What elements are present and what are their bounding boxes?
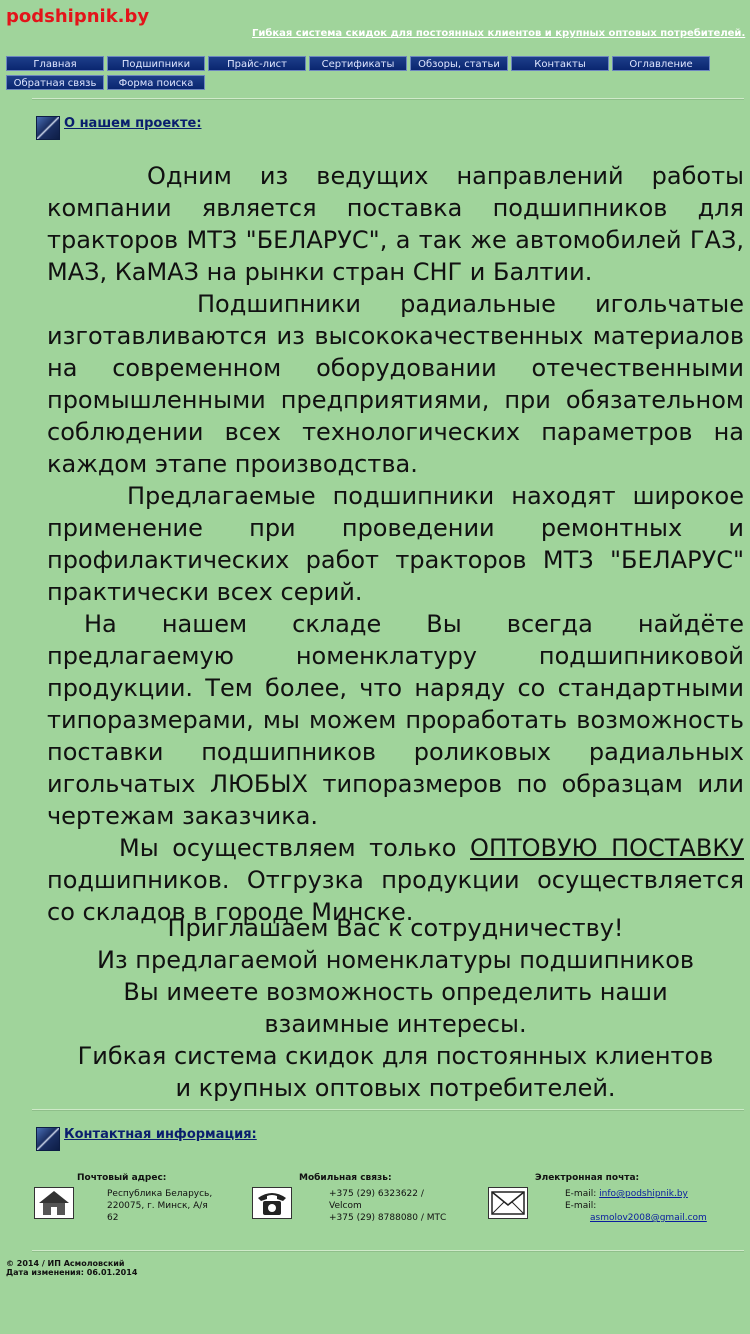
nav-home[interactable]: Главная: [6, 56, 104, 71]
site-logo[interactable]: podshipnik.by: [6, 6, 150, 27]
nav-contents[interactable]: Оглавление: [612, 56, 710, 71]
email-label: Электронная почта:: [535, 1173, 640, 1183]
postal-address: Республика Беларусь, 220075, г. Минск, А/я 62: [107, 1189, 213, 1223]
mobile-label: Мобильная связь:: [299, 1173, 392, 1183]
email-prefix: E-mail:: [565, 1201, 597, 1211]
paragraph: Одним из ведущих направлений работы компании является поставка подшипников для тракторов МТЗ "БЕЛАРУС", а так же автомобилей ГАЗ, МАЗ, КаМАЗ на рынки стран СНГ и Балтии.: [47, 162, 744, 286]
invite-line: Гибкая система скидок для постоянных клиентов и крупных оптовых потребителей.: [77, 1042, 714, 1102]
nav-contacts[interactable]: Контакты: [511, 56, 609, 71]
about-article: [47, 160, 744, 928]
wholesale-link[interactable]: ОПТОВУЮ ПОСТАВКУ: [470, 834, 744, 862]
about-title[interactable]: О нашем проекте:: [64, 116, 202, 131]
mobile-velcom: +375 (29) 6323622 / Velcom: [329, 1189, 424, 1211]
divider: [32, 1109, 744, 1111]
paragraph-text: Мы осуществляем только: [119, 834, 457, 862]
paragraph: Предлагаемые подшипники находят широкое применение при проведении ремонтных и профилактических работ тракторов МТЗ "БЕЛАРУС" практически всех серий.: [47, 482, 744, 606]
nav-feedback[interactable]: Обратная связь: [6, 75, 104, 90]
email-line-1: [565, 1188, 688, 1200]
paragraph: На нашем складе Вы всегда найдёте предлагаемую номенклатуру подшипниковой продукции. Тем более, что наряду со стандартными типоразмерами, мы можем проработать возможность поставки подшипников роликовых радиальных игольчатых ЛЮБЫХ типоразмеров по образцам или чертежам заказчика.: [47, 610, 744, 830]
invitation: [47, 912, 744, 1104]
invite-line: Из предлагаемой номенклатуры подшипников Вы имеете возможность определить наши взаимные интересы.: [96, 946, 695, 1038]
modified-date: Дата изменения: 06.01.2014: [6, 1268, 138, 1277]
paragraph-text: подшипников. Отгрузка продукции осуществляется со складов в городе Минске.: [47, 866, 744, 926]
mobile-mts: +375 (29) 8788080 / МТС: [329, 1213, 447, 1223]
email-prefix: E-mail:: [565, 1189, 597, 1199]
divider: [32, 98, 744, 100]
nav-search-form[interactable]: Форма поиска: [107, 75, 205, 90]
house-icon: [34, 1187, 74, 1219]
email-gmail-link[interactable]: asmolov2008@gmail.com: [590, 1213, 707, 1223]
phone-icon: [252, 1187, 292, 1219]
postal-label: Почтовый адрес:: [77, 1173, 167, 1183]
footer: [6, 1259, 137, 1277]
nav-certificates[interactable]: Сертификаты: [309, 56, 407, 71]
envelope-icon: [488, 1187, 528, 1219]
nav-price-list[interactable]: Прайс-лист: [208, 56, 306, 71]
slogan-link[interactable]: Гибкая система скидок для постоянных клиентов и крупных оптовых потребителей.: [252, 28, 746, 39]
email-line-2: [565, 1200, 715, 1224]
nav-bearings[interactable]: Подшипники: [107, 56, 205, 71]
section-icon: [36, 1127, 60, 1151]
contacts-title[interactable]: Контактная информация:: [64, 1127, 257, 1142]
email-info-link[interactable]: info@podshipnik.by: [599, 1189, 688, 1199]
divider: [32, 1250, 744, 1252]
paragraph: Подшипники радиальные игольчатые изготавливаются из высококачественных материалов на современном оборудовании отечественными промышленными предприятиями, при обязательном соблюдении всех технологических параметров на каждом этапе производства.: [47, 290, 744, 478]
section-icon: [36, 116, 60, 140]
copyright: © 2014 / ИП Асмоловский: [6, 1259, 125, 1268]
invite-line: Приглашаем Вас к сотрудничеству!: [167, 914, 624, 942]
nav-articles[interactable]: Обзоры, статьи: [410, 56, 508, 71]
